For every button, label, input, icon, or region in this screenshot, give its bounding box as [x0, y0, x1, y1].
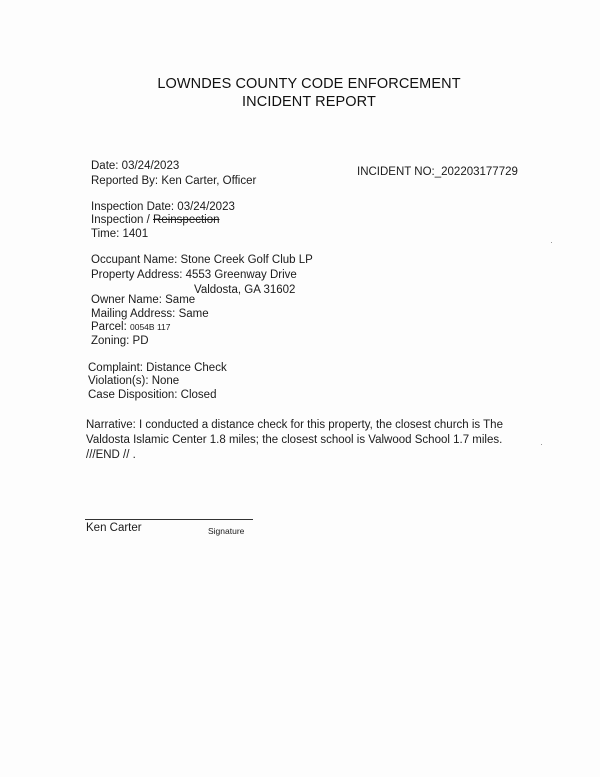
mailing-address: Mailing Address: Same	[91, 308, 209, 320]
inspection-date: Inspection Date: 03/24/2023	[91, 201, 235, 213]
scan-speck	[551, 242, 552, 243]
parcel-value: 0054B 117	[130, 322, 171, 332]
agency-title: LOWNDES COUNTY CODE ENFORCEMENT	[157, 76, 461, 92]
inspection-label: Inspection /	[91, 214, 154, 226]
incident-number: INCIDENT NO:_202203177729	[357, 166, 518, 178]
inspection-time: Time: 1401	[91, 228, 149, 240]
officer-name: Ken Carter	[86, 522, 142, 534]
violations: Violation(s): None	[88, 375, 180, 387]
signature-line	[85, 519, 253, 520]
case-disposition: Case Disposition: Closed	[88, 389, 217, 401]
parcel	[91, 321, 171, 333]
owner-name: Owner Name: Same	[91, 294, 196, 306]
zoning: Zoning: PD	[91, 335, 149, 347]
occupant-name: Occupant Name: Stone Creek Golf Club LP	[91, 254, 313, 266]
inspection-type	[91, 214, 220, 226]
scan-speck	[541, 444, 542, 445]
report-date: Date: 03/24/2023	[91, 160, 180, 172]
report-title: INCIDENT REPORT	[242, 94, 376, 110]
reinspection-struck: Reinspection	[153, 214, 220, 226]
property-city-state-zip: Valdosta, GA 31602	[194, 284, 296, 296]
complaint: Complaint: Distance Check	[88, 362, 227, 374]
property-address: Property Address: 4553 Greenway Drive	[91, 269, 297, 281]
signature-label: Signature	[208, 526, 245, 536]
parcel-label: Parcel:	[91, 321, 130, 333]
reported-by: Reported By: Ken Carter, Officer	[91, 175, 257, 187]
narrative: Narrative: I conducted a distance check for this property, the closest church is The Valdosta Islamic Center 1.8 miles; the closest school is Valwood School 1.7 miles. ///END // .	[86, 419, 503, 461]
